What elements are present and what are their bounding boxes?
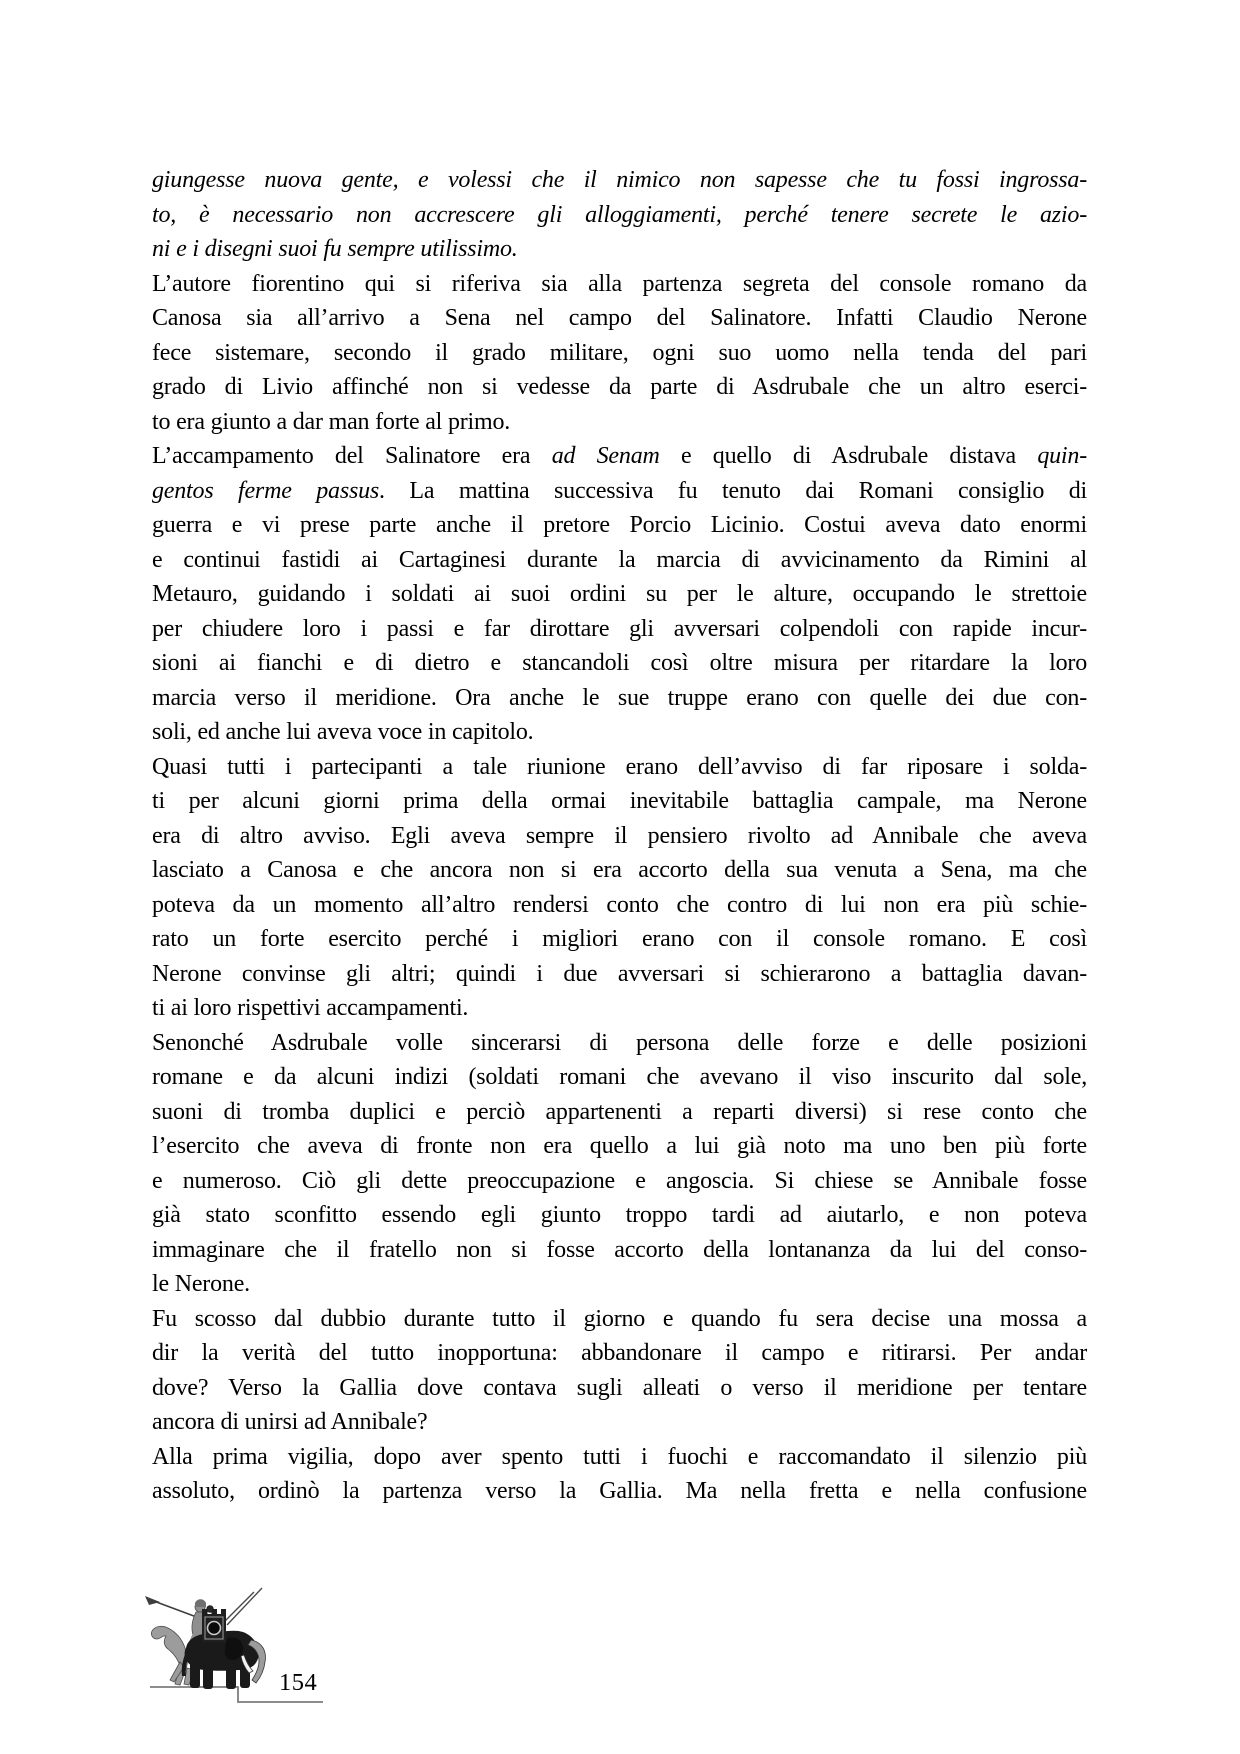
text-line (152, 646, 1087, 681)
text-line (152, 612, 1087, 647)
text-segment: suoni di tromba duplici e perciò appartenenti a reparti diversi) si rese conto che (152, 1098, 1087, 1125)
text-segment: Fu scosso dal dubbio durante tutto il giorno e quando fu sera decise una mossa a (152, 1305, 1087, 1332)
text-line (152, 1336, 1087, 1371)
italic-text-segment: ni e i disegni suoi fu sempre utilissimo. (152, 236, 518, 262)
text-line (152, 439, 1087, 474)
text-segment: grado di Livio affinché non si vedesse da parte di Asdrubale che un altro eserci- (152, 374, 1087, 400)
text-line (152, 1129, 1087, 1164)
text-segment: e quello di Asdrubale distava (659, 443, 1038, 469)
text-segment: rato un forte esercito perché i migliori erano con il console romano. E così (152, 926, 1087, 952)
italic-text-segment: giungesse nuova gente, e volessi che il nimico non sapesse che tu fossi ingrossa- (152, 167, 1087, 193)
text-segment: guerra e vi prese parte anche il pretore Porcio Licinio. Costui aveva dato enormi (152, 512, 1087, 538)
text-segment: romane e da alcuni indizi (soldati romani che avevano il viso inscurito dal sole, (152, 1064, 1087, 1090)
text-segment: fece sistemare, secondo il grado militare, ogni suo uomo nella tenda del pari (152, 339, 1087, 366)
text-line (152, 198, 1087, 233)
text-segment: ti per alcuni giorni prima della ormai inevitabile battaglia campale, ma Nerone (152, 788, 1087, 814)
text-line (152, 750, 1087, 785)
text-line (152, 1095, 1087, 1130)
text-line (152, 1198, 1087, 1233)
text-segment: Canosa sia all’arrivo a Sena nel campo del Salinatore. Infatti Claudio Nerone (152, 305, 1087, 331)
text-segment: sioni ai fianchi e di dietro e stancandoli così oltre misura per ritardare la loro (152, 650, 1087, 676)
italic-text-segment: gentos ferme passus (152, 477, 380, 504)
italic-text-segment: to, è necessario non accrescere gli alloggiamenti, perché tenere secrete le azio- (152, 201, 1087, 228)
italic-text-segment: ad Senam (551, 443, 660, 469)
text-segment: assoluto, ordinò la partenza verso la Gallia. Ma nella fretta e nella confusione (152, 1478, 1087, 1504)
text-segment: e continui fastidi ai Cartaginesi durante la marcia di avvicinamento da Rimini al (152, 546, 1087, 573)
text-line (152, 1405, 1087, 1440)
text-line (152, 508, 1087, 543)
text-line (152, 405, 1087, 440)
text-line (152, 681, 1087, 716)
text-line (152, 715, 1087, 750)
text-segment: immaginare che il fratello non si fosse accorto della lontananza da lui del conso- (152, 1236, 1087, 1263)
text-line (152, 1371, 1087, 1406)
text-segment: . La mattina successiva fu tenuto dai Romani consiglio di (379, 477, 1087, 504)
text-line (152, 301, 1087, 336)
text-segment: Nerone convinse gli altri; quindi i due avversari si schierarono a battaglia davan- (152, 960, 1087, 987)
text-segment: marcia verso il meridione. Ora anche le sue truppe erano con quelle dei due con- (152, 684, 1087, 711)
text-segment: le Nerone. (152, 1271, 250, 1297)
text-block (152, 163, 1087, 1509)
text-line (152, 888, 1087, 923)
text-line (152, 577, 1087, 612)
text-segment: già stato sconfitto essendo egli giunto troppo tardi ad aiutarlo, e non poteva (152, 1202, 1087, 1228)
text-segment: L’autore fiorentino qui si riferiva sia alla partenza segreta del console romano da (152, 270, 1087, 297)
text-line (152, 370, 1087, 405)
lances-icon (223, 1588, 262, 1625)
text-line (152, 336, 1087, 371)
text-line (152, 784, 1087, 819)
howdah-tower-icon (202, 1605, 226, 1642)
text-line (152, 267, 1087, 302)
text-line (152, 819, 1087, 854)
text-segment: Senonché Asdrubale volle sincerarsi di persona delle forze e delle posizioni (152, 1029, 1087, 1056)
text-segment: lasciato a Canosa e che ancora non si era accorto della sua venuta a Sena, ma che (152, 857, 1087, 883)
text-segment: L’accampamento del Salinatore era (152, 443, 552, 469)
text-segment: l’esercito che aveva di fronte non era quello a lui già noto ma uno ben più forte (152, 1133, 1087, 1159)
text-line (152, 853, 1087, 888)
text-segment: soli, ed anche lui aveva voce in capitolo. (152, 719, 534, 745)
text-segment: Quasi tutti i partecipanti a tale riunione erano dell’avviso di far riposare i solda- (152, 753, 1087, 780)
text-segment: Alla prima vigilia, dopo aver spento tutti i fuochi e raccomandato il silenzio più (152, 1443, 1087, 1470)
text-line (152, 957, 1087, 992)
text-segment: poteva da un momento all’altro rendersi conto che contro di lui non era più schie- (152, 891, 1087, 918)
text-line (152, 1233, 1087, 1268)
text-segment: ti ai loro rispettivi accampamenti. (152, 995, 469, 1021)
text-segment: Metauro, guidando i soldati ai suoi ordini su per le alture, occupando le strettoie (152, 581, 1087, 607)
text-line (152, 1060, 1087, 1095)
text-segment: ancora di unirsi ad Annibale? (152, 1409, 428, 1435)
text-segment: e numeroso. Ciò gli dette preoccupazione e angoscia. Si chiese se Annibale fosse (152, 1167, 1087, 1194)
text-line (152, 543, 1087, 578)
page-number: 154 (279, 1669, 318, 1696)
text-segment: era di altro avviso. Egli aveva sempre il pensiero rivolto ad Annibale che aveva (152, 822, 1087, 849)
text-segment: per chiudere loro i passi e far dirottare gli avversari colpendoli con rapide incur- (152, 615, 1087, 642)
text-line (152, 1302, 1087, 1337)
italic-text-segment: quin- (1037, 443, 1087, 469)
text-segment: dove? Verso la Gallia dove contava sugli alleati o verso il meridione per tentare (152, 1374, 1087, 1401)
text-line (152, 474, 1087, 509)
text-line (152, 1164, 1087, 1199)
text-line (152, 163, 1087, 198)
text-line (152, 1026, 1087, 1061)
text-segment: to era giunto a dar man forte al primo. (152, 408, 511, 435)
text-line (152, 1474, 1087, 1509)
text-segment: dir la verità del tutto inopportuna: abbandonare il campo e ritirarsi. Per andar (152, 1340, 1087, 1366)
text-line (152, 1267, 1087, 1302)
text-line (152, 991, 1087, 1026)
text-line (152, 1440, 1087, 1475)
text-line (152, 922, 1087, 957)
text-line (152, 232, 1087, 267)
